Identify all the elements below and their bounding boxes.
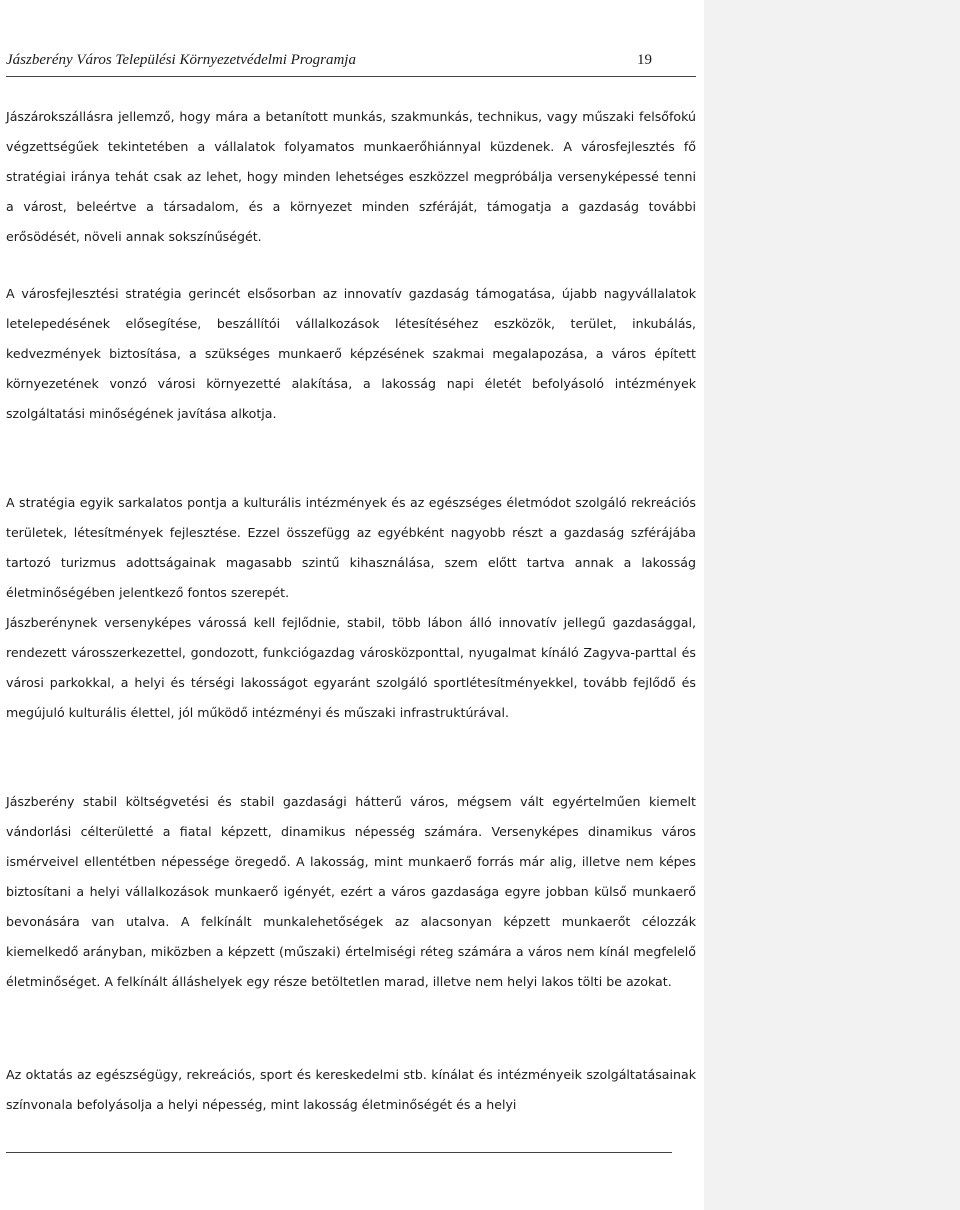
- header-title: Jászberény Város Települési Környezetvédelmi Programja: [6, 52, 356, 68]
- paragraph: Jászárokszállásra jellemző, hogy mára a betanított munkás, szakmunkás, technikus, vagy műszaki felsőfokú végzettségűek tekintetében a vállalatok folyamatos munkaerőhiánnyal küzdenek. A városfejlesztés fő stratégiai iránya tehát csak az lehet, hogy minden lehetséges eszközzel megpróbálja versenyképessé tenni a várost, beleértve a társadalom, és a környezet minden szféráját, támogatja a gazdaság további erősödését, növeli annak sokszínűségét.: [6, 109, 696, 244]
- paragraph: A stratégia egyik sarkalatos pontja a kulturális intézmények és az egészséges életmódot szolgáló rekreációs területek, létesítmények fejlesztése. Ezzel összefügg az egyébként nagyobb részt a gazdaság szférájába tartozó turizmus adottságainak magasabb szintű kihasználása, szem előtt tartva annak a lakosság életminőségében jelentkező fontos szerepét.: [6, 495, 696, 600]
- paragraph: Az oktatás az egészségügy, rekreációs, sport és kereskedelmi stb. kínálat és intézményeik szolgáltatásainak színvonala befolyásolja a helyi népesség, mint lakosság életminőségét és a helyi: [6, 1067, 696, 1112]
- footnote-separator: [6, 1152, 672, 1153]
- paragraph: Jászberény stabil költségvetési és stabil gazdasági hátterű város, mégsem vált egyértelműen kiemelt vándorlási célterületté a fiatal képzett, dinamikus népesség számára. Versenyképes dinamikus város ismérveivel ellentétben népessége öregedő. A lakosság, mint munkaerő forrás már alig, illetve nem képes biztosítani a helyi vállalkozások munkaerő igényét, ezért a város gazdasága egyre jobban külső munkaerő bevonására van utalva. A felkínált munkalehetőségek az alacsonyan képzett munkaerőt célozzák kiemelkedő arányban, miközben a képzett (műszaki) értelmiségi réteg számára a város nem kínál megfelelő életminőséget. A felkínált álláshelyek egy része betöltetlen marad, illetve nem helyi lakos tölti be azokat.: [6, 794, 696, 989]
- page-number: 19: [637, 52, 652, 68]
- page-header: [6, 46, 696, 77]
- paragraph: Jászberénynek versenyképes várossá kell fejlődnie, stabil, több lábon álló innovatív jellegű gazdasággal, rendezett városszerkezettel, gondozott, funkciógazdag városközponttal, nyugalmat kínáló Zagyva-parttal és városi parkokkal, a helyi és térségi lakosságot egyaránt szolgáló sportlétesítményekkel, tovább fejlődő és megújuló kulturális élettel, jól működő intézményi és műszaki infrastruktúrával.: [6, 615, 696, 720]
- comment-margin-pane: [704, 0, 960, 1210]
- paragraph: A városfejlesztési stratégia gerincét elsősorban az innovatív gazdaság támogatása, újabb nagyvállalatok letelepedésének elősegítése, beszállítói vállalkozások létesítéséhez eszközök, terület, inkubálás, kedvezmények biztosítása, a szükséges munkaerő képzésének szakmai megalapozása, a város épített környezetének vonzó városi környezetté alakítása, a lakosság napi életét befolyásoló intézmények szolgáltatási minőségének javítása alkotja.: [6, 286, 696, 421]
